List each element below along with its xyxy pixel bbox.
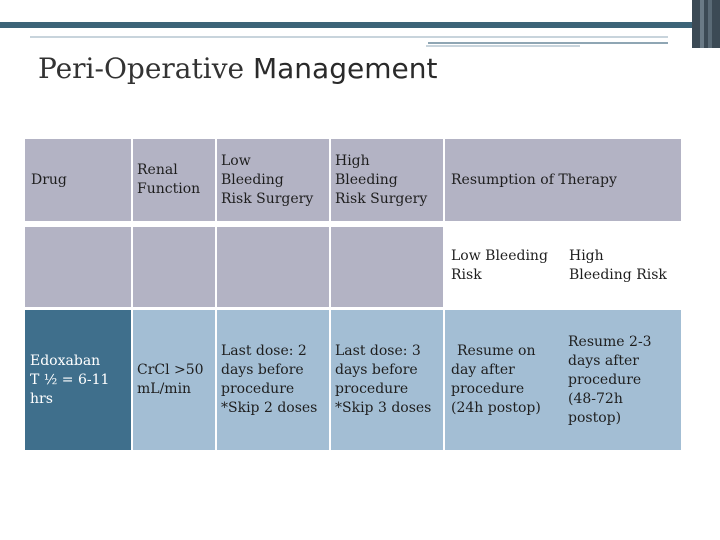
high-line: *Skip 3 doses (335, 400, 432, 416)
resume-high-line: Resume 2-3 (568, 333, 652, 350)
decorative-line (30, 36, 668, 38)
header-high-line: Bleeding (335, 171, 398, 188)
high-line: procedure (335, 381, 409, 397)
resume-low-line: (24h postop) (451, 400, 541, 416)
high-line: days before (335, 362, 418, 378)
header-high-line: Risk Surgery (335, 190, 428, 207)
subheader-blank (217, 227, 329, 307)
subheader-blank (331, 227, 443, 307)
resume-low-line: day after (451, 362, 515, 378)
top-corner-strip (700, 0, 704, 48)
row-high-bleeding (331, 310, 443, 450)
renal-line: mL/min (137, 381, 192, 397)
drug-line: hrs (30, 390, 53, 407)
title-bold: Management (252, 52, 438, 85)
header-low-line: Bleeding (221, 171, 284, 188)
header-low-bleeding (217, 139, 329, 221)
subheader-high-line: High (569, 248, 604, 264)
resume-high-line: procedure (568, 371, 642, 388)
resume-low-line: procedure (451, 381, 525, 397)
header-low-line: Low (221, 152, 251, 169)
row-drug-edoxaban (25, 310, 131, 450)
renal-line: CrCl >50 (137, 362, 204, 378)
row-renal-function (133, 310, 215, 450)
top-bar-dark (0, 22, 692, 28)
low-line: days before (221, 362, 304, 378)
row-resume-high (563, 310, 681, 450)
subheader-low-line: Low Bleeding (451, 248, 548, 264)
header-resumption-label: Resumption of Therapy (451, 171, 617, 188)
header-drug-label: Drug (31, 171, 67, 188)
decorative-line (426, 45, 580, 47)
header-renal-function (133, 139, 215, 221)
subheader-blank (25, 227, 131, 307)
subheader-low-line: Risk (451, 267, 482, 283)
resume-high-line: (48-72h (568, 390, 623, 407)
high-line: Last dose: 3 (335, 343, 421, 359)
subheader-low-bleeding-risk (445, 227, 563, 307)
header-resumption (445, 139, 681, 221)
subheader-high-bleeding-risk (563, 227, 683, 307)
header-drug (25, 139, 131, 221)
decorative-line (428, 42, 668, 44)
subheader-blank (133, 227, 215, 307)
slide-title (38, 52, 437, 85)
resume-high-line: postop) (568, 409, 622, 426)
title-regular: Peri-Operative (38, 52, 253, 85)
low-line: Last dose: 2 (221, 343, 307, 359)
resume-high-line: days after (568, 352, 639, 369)
drug-line: Edoxaban (30, 352, 101, 369)
top-decoration (0, 0, 720, 22)
low-line: *Skip 2 doses (221, 400, 318, 416)
header-renal-line: Function (137, 181, 201, 197)
top-corner-strip (708, 0, 712, 48)
header-high-bleeding (331, 139, 443, 221)
low-line: procedure (221, 381, 295, 397)
subheader-high-line: Bleeding Risk (569, 267, 667, 283)
header-high-line: High (335, 152, 370, 169)
top-corner-block (692, 0, 720, 48)
header-renal-line: Renal (137, 162, 178, 178)
resume-low-line: Resume on (457, 343, 536, 359)
row-low-bleeding (217, 310, 329, 450)
row-resume-low (445, 310, 563, 450)
header-low-line: Risk Surgery (221, 190, 314, 207)
drug-line: T ½ = 6-11 (30, 371, 110, 388)
